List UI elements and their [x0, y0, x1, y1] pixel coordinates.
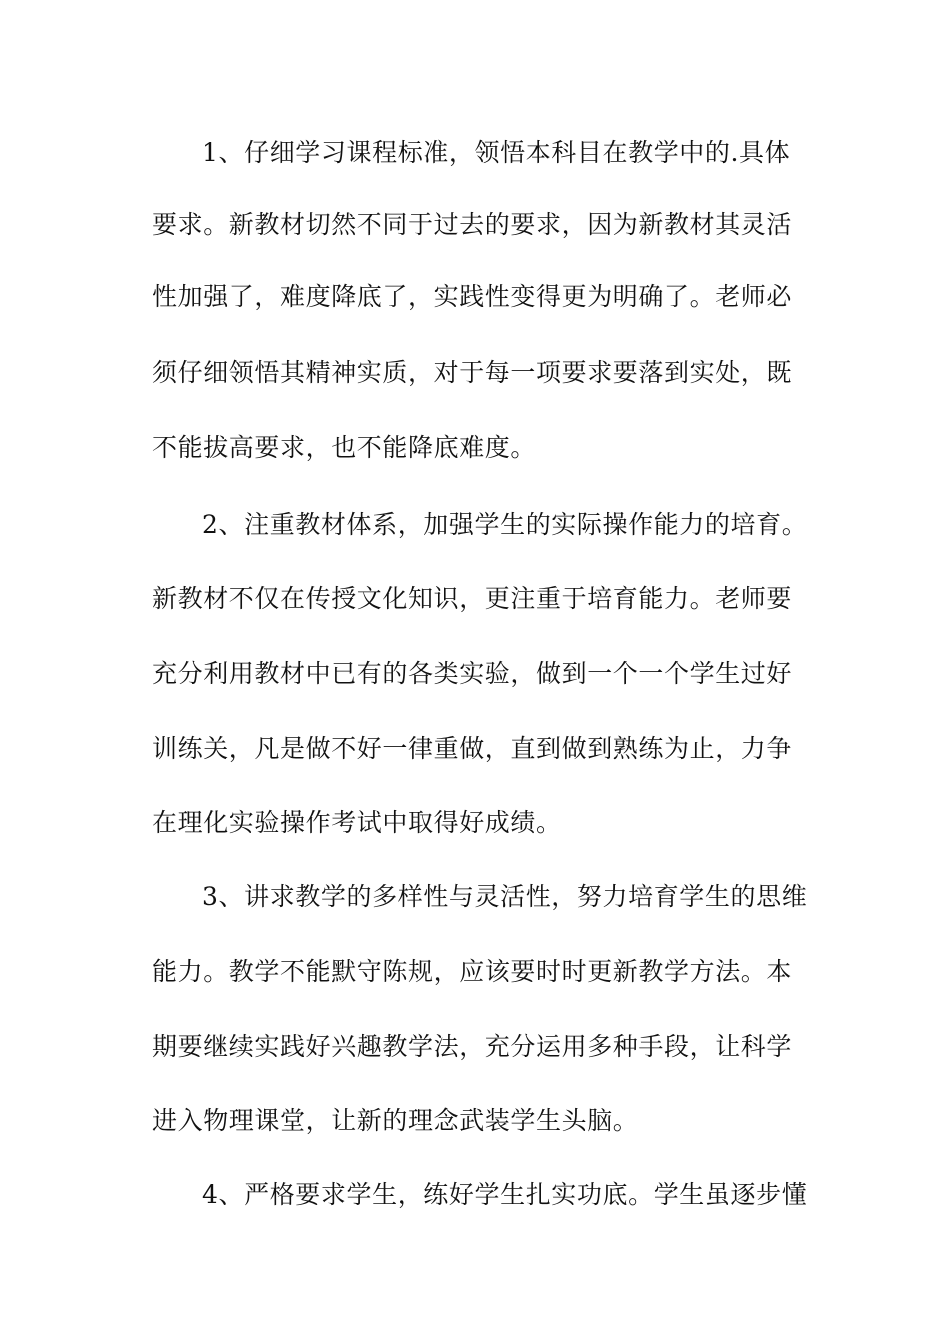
paragraph-1-line-2: 要求。新教材切然不同于过去的要求，因为新教材其灵活: [152, 210, 793, 239]
paragraph-4-line-1: 4、严格要求学生，练好学生扎实功底。学生虽逐步懂: [202, 1180, 808, 1209]
paragraph-2-line-4: 训练关，凡是做不好一律重做，直到做到熟练为止，力争: [152, 734, 793, 763]
paragraph-1-line-1: 1、仔细学习课程标准，领悟本科目在教学中的.具体: [202, 138, 791, 167]
paragraph-3-line-1: 3、讲求教学的多样性与灵活性，努力培育学生的思维: [202, 882, 808, 911]
paragraph-1-line-3: 性加强了，难度降底了，实践性变得更为明确了。老师必: [152, 282, 793, 311]
paragraph-1-line-5: 不能拔高要求，也不能降底难度。: [152, 433, 537, 462]
paragraph-3-line-2: 能力。教学不能默守陈规，应该要时时更新教学方法。本: [152, 957, 793, 986]
paragraph-3-line-4: 进入物理课堂，让新的理念武装学生头脑。: [152, 1106, 639, 1135]
paragraph-1-line-4: 须仔细领悟其精神实质，对于每一项要求要落到实处，既: [152, 358, 793, 387]
paragraph-3-line-3: 期要继续实践好兴趣教学法，充分运用多种手段，让科学: [152, 1032, 793, 1061]
paragraph-2-line-1: 2、注重教材体系，加强学生的实际操作能力的培育。: [202, 510, 808, 539]
paragraph-2-line-3: 充分利用教材中已有的各类实验，做到一个一个学生过好: [152, 659, 793, 688]
paragraph-2-line-2: 新教材不仅在传授文化知识，更注重于培育能力。老师要: [152, 584, 793, 613]
paragraph-2-line-5: 在理化实验操作考试中取得好成绩。: [152, 808, 562, 837]
